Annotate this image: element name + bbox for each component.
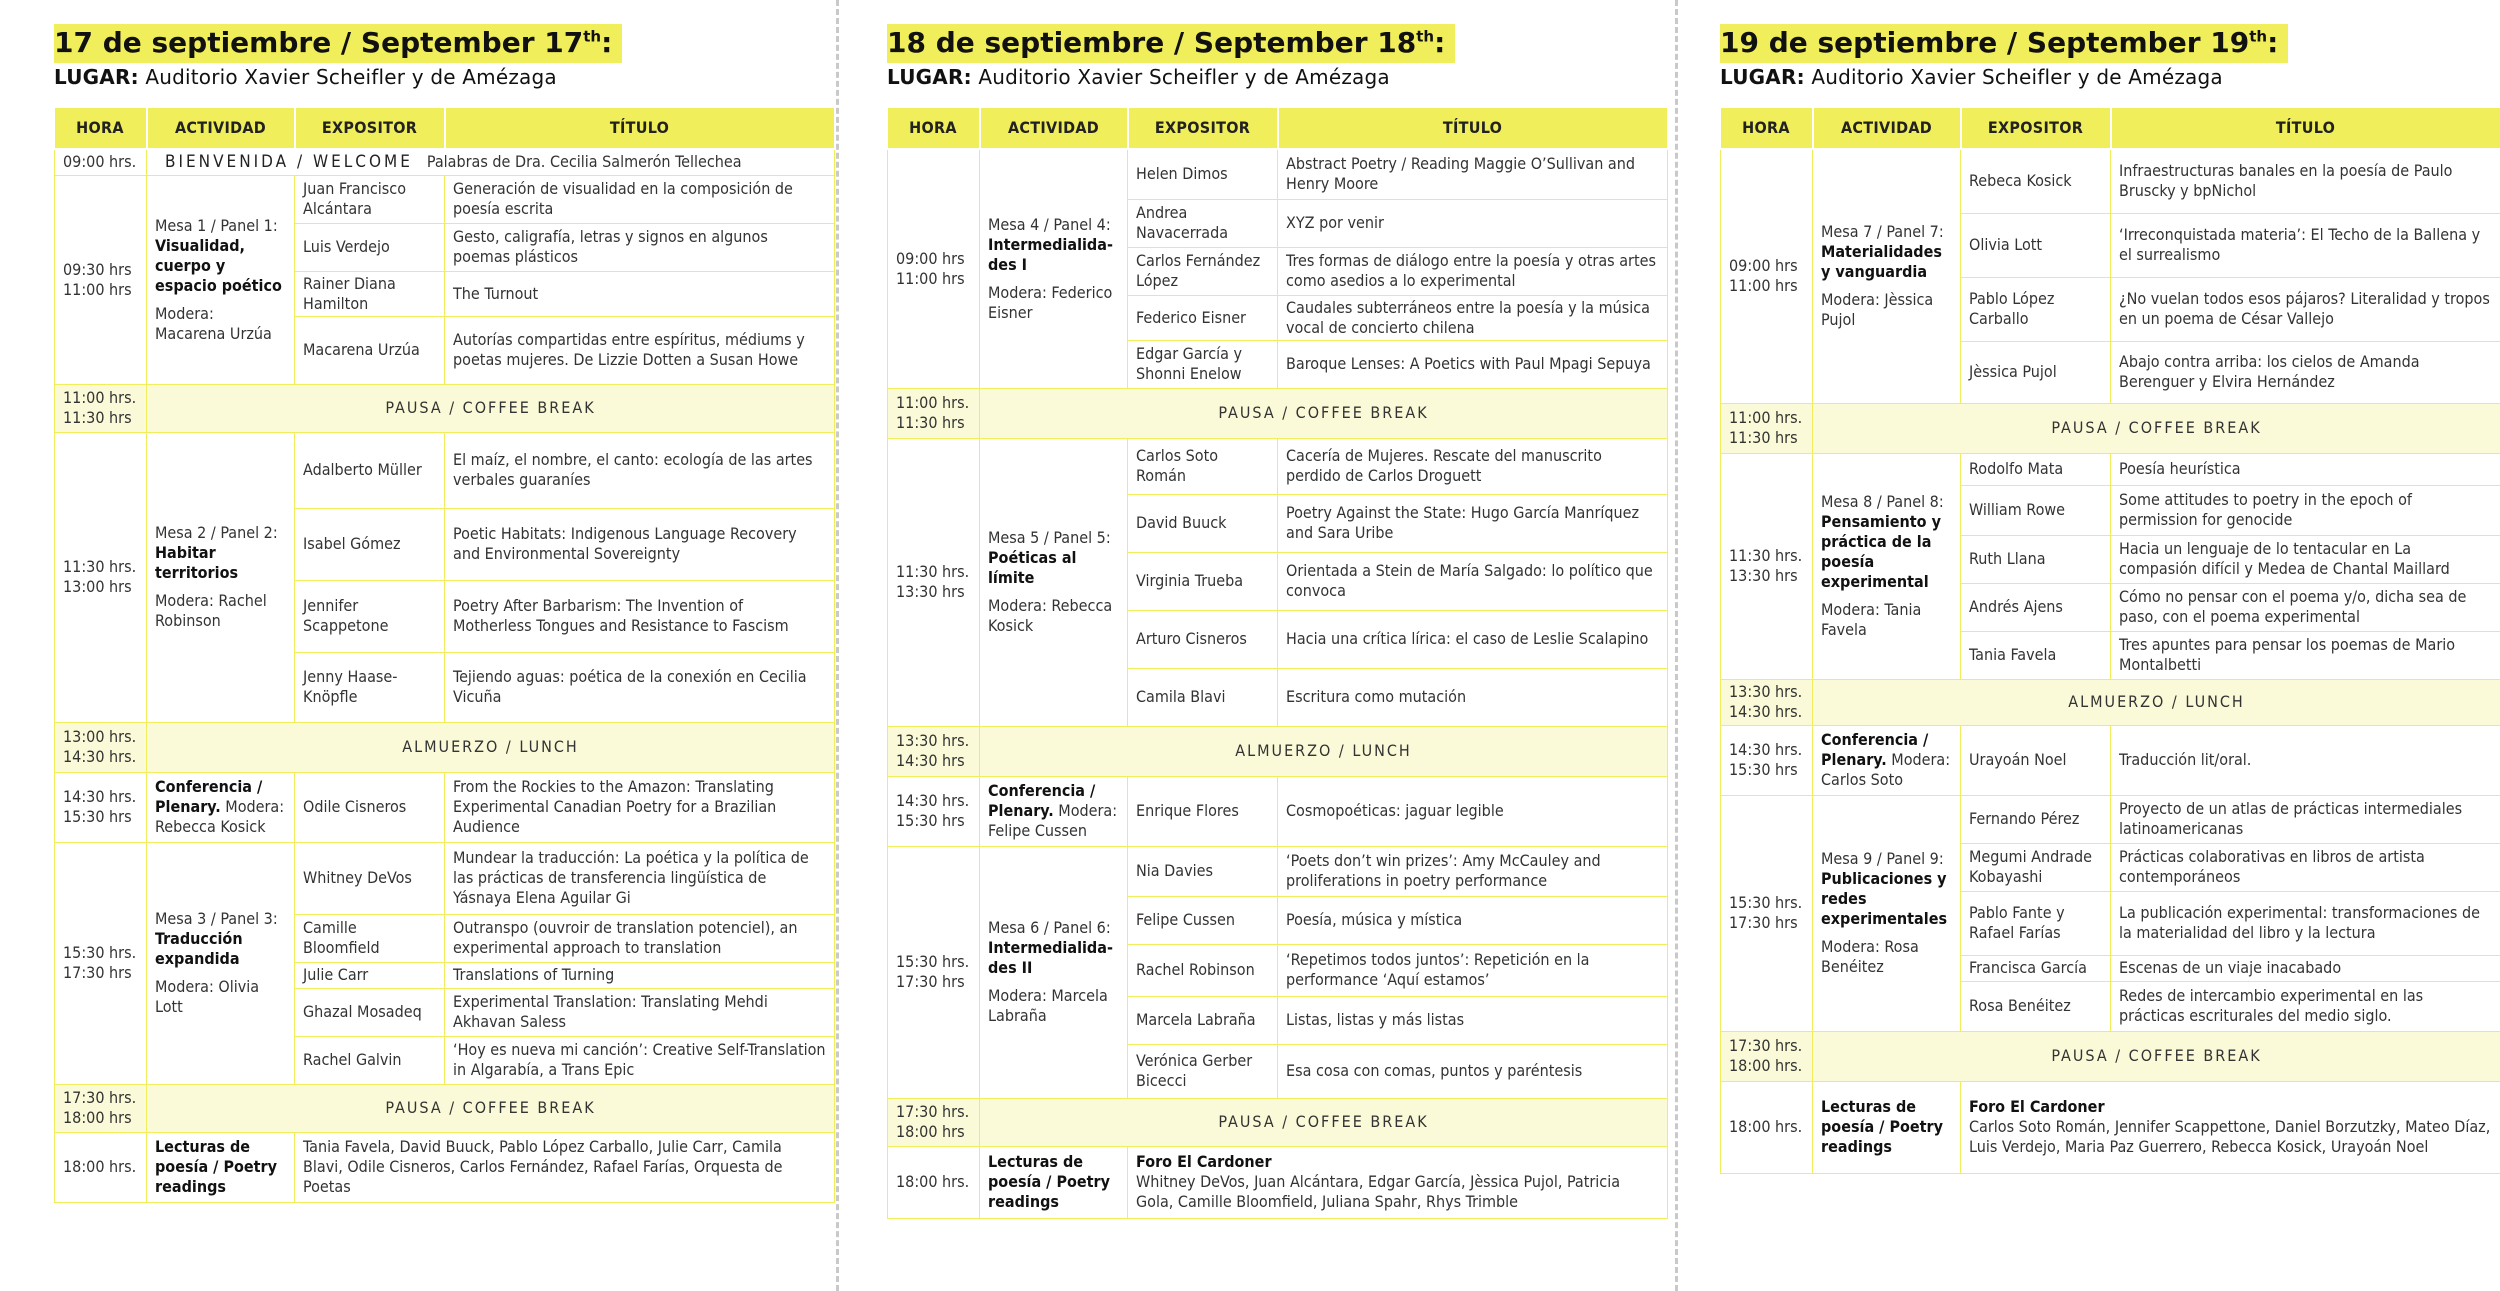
panel7-activity: Mesa 7 / Panel 7: Materialidades y vanguardia Modera: Jèssica Pujol — [1813, 149, 1961, 403]
coffee-break: PAUSA / COFFEE BREAK — [147, 1084, 835, 1132]
plenary-activity: Conferencia / Plenary. Modera: Carlos Soto — [1813, 725, 1961, 795]
speaker: Marcela Labraña — [1128, 996, 1278, 1044]
header-hora: HORA — [55, 108, 147, 149]
panel1-time: 09:30 hrs 11:00 hrs — [55, 175, 147, 384]
speaker: Virginia Trueba — [1128, 552, 1278, 610]
talk-title: Gesto, caligrafía, letras y signos en algunos poemas plásticos — [445, 223, 835, 271]
panel7-time: 09:00 hrs 11:00 hrs — [1721, 149, 1813, 403]
talk-title: ‘Hoy es nueva mi canción’: Creative Self-Translation in Algarabía, a Trans Epic — [445, 1036, 835, 1084]
speaker: Juan Francisco Alcántara — [295, 175, 445, 223]
lunch-time: 13:30 hrs. 14:30 hrs. — [1721, 679, 1813, 725]
speaker: William Rowe — [1961, 485, 2111, 535]
talk-title: Outranspo (ouvroir de translation potenciel), an experimental approach to translation — [445, 914, 835, 962]
header-titulo: TÍTULO — [445, 108, 835, 149]
talk-title: XYZ por venir — [1278, 199, 1668, 247]
day2-schedule-table — [887, 108, 1669, 1219]
readings-participants: Foro El Cardoner Whitney DeVos, Juan Alcántara, Edgar García, Jèssica Pujol, Patricia Gola, Camille Bloomfield, Juliana Spahr, Rhys Trimble — [1128, 1146, 1668, 1218]
day1-title: 17 de septiembre / September 17th: — [54, 24, 622, 63]
talk-title: Autorías compartidas entre espíritus, médiums y poetas mujeres. De Lizzie Dotten a Susan Howe — [445, 316, 835, 384]
header-expositor: EXPOSITOR — [1961, 108, 2111, 149]
speaker: Odile Cisneros — [295, 772, 445, 842]
panel4-activity: Mesa 4 / Panel 4: Intermedialida-des I Modera: Federico Eisner — [980, 149, 1128, 388]
speaker: Isabel Gómez — [295, 508, 445, 580]
talk-title: Infraestructuras banales en la poesía de Paulo Bruscky y bpNichol — [2111, 149, 2500, 213]
break2-time: 17:30 hrs. 18:00 hrs — [888, 1098, 980, 1146]
talk-title: Hacia un lenguaje de lo tentacular en La compasión difícil y Medea de Chantal Maillard — [2111, 535, 2500, 583]
readings-participants: Tania Favela, David Buuck, Pablo López Carballo, Julie Carr, Camila Blavi, Odile Cisneros, Carlos Fernández, Rafael Farías, Orquesta de Poetas — [295, 1132, 835, 1202]
coffee-break: PAUSA / COFFEE BREAK — [1813, 1031, 2500, 1081]
panel1-activity: Mesa 1 / Panel 1: Visualidad, cuerpo y espacio poético Modera: Macarena Urzúa — [147, 175, 295, 384]
lunch: ALMUERZO / LUNCH — [1813, 679, 2500, 725]
talk-title: Escenas de un viaje inacabado — [2111, 955, 2500, 981]
welcome-row: BIENVENIDA / WELCOME Palabras de Dra. Cecilia Salmerón Tellechea — [147, 149, 835, 175]
column-divider-2 — [1675, 0, 1678, 1291]
talk-title: Cosmopoéticas: jaguar legible — [1278, 776, 1668, 846]
readings-time: 18:00 hrs. — [888, 1146, 980, 1218]
readings-activity: Lecturas de poesía / Poetry readings — [1813, 1081, 1961, 1173]
speaker: Tania Favela — [1961, 631, 2111, 679]
talk-title: ¿No vuelan todos esos pájaros? Literalidad y tropos en un poema de César Vallejo — [2111, 277, 2500, 341]
talk-title: Cacería de Mujeres. Rescate del manuscrito perdido de Carlos Droguett — [1278, 438, 1668, 494]
speaker: Carlos Fernández López — [1128, 247, 1278, 295]
panel8-activity: Mesa 8 / Panel 8: Pensamiento y práctica de la poesía experimental Modera: Tania Favela — [1813, 453, 1961, 679]
day2-title: 18 de septiembre / September 18th: — [887, 24, 1455, 63]
break1-time: 11:00 hrs. 11:30 hrs — [1721, 403, 1813, 453]
talk-title: ‘Repetimos todos juntos’: Repetición en la performance ‘Aquí estamos’ — [1278, 944, 1668, 996]
speaker: David Buuck — [1128, 494, 1278, 552]
speaker: Verónica Gerber Bicecci — [1128, 1044, 1278, 1098]
talk-title: Esa cosa con comas, puntos y paréntesis — [1278, 1044, 1668, 1098]
speaker: Rebeca Kosick — [1961, 149, 2111, 213]
plenary-time: 14:30 hrs. 15:30 hrs — [888, 776, 980, 846]
talk-title: Tres formas de diálogo entre la poesía y otras artes como asedios a lo experimental — [1278, 247, 1668, 295]
speaker: Whitney DeVos — [295, 842, 445, 914]
panel6-time: 15:30 hrs. 17:30 hrs — [888, 846, 980, 1098]
header-titulo: TÍTULO — [2111, 108, 2500, 149]
speaker: Jenny Haase-Knöpfle — [295, 652, 445, 722]
header-actividad: ACTIVIDAD — [1813, 108, 1961, 149]
talk-title: Cómo no pensar con el poema y/o, dicha sea de paso, con el poema experimental — [2111, 583, 2500, 631]
speaker: Rachel Galvin — [295, 1036, 445, 1084]
panel9-time: 15:30 hrs. 17:30 hrs — [1721, 795, 1813, 1031]
panel3-activity: Mesa 3 / Panel 3: Traducción expandida Modera: Olivia Lott — [147, 842, 295, 1084]
lunch: ALMUERZO / LUNCH — [980, 726, 1668, 776]
speaker: Rosa Benéitez — [1961, 981, 2111, 1031]
speaker: Edgar García y Shonni Enelow — [1128, 340, 1278, 388]
lunch: ALMUERZO / LUNCH — [147, 722, 835, 772]
talk-title: Proyecto de un atlas de prácticas intermediales latinoamericanas — [2111, 795, 2500, 843]
speaker: Rodolfo Mata — [1961, 453, 2111, 485]
plenary-time: 14:30 hrs. 15:30 hrs — [1721, 725, 1813, 795]
column-divider-1 — [836, 0, 839, 1291]
day3-schedule-table — [1720, 108, 2500, 1174]
talk-title: Generación de visualidad en la composición de poesía escrita — [445, 175, 835, 223]
panel9-activity: Mesa 9 / Panel 9: Publicaciones y redes experimentales Modera: Rosa Benéitez — [1813, 795, 1961, 1031]
talk-title: Mundear la traducción: La poética y la política de las prácticas de transferencia lingüística de Yásnaya Elena Aguilar Gi — [445, 842, 835, 914]
talk-title: Traducción lit/oral. — [2111, 725, 2500, 795]
talk-title: ‘Poets don’t win prizes’: Amy McCauley and proliferations in poetry performance — [1278, 846, 1668, 896]
speaker: Julie Carr — [295, 962, 445, 988]
talk-title: Poesía heurística — [2111, 453, 2500, 485]
talk-title: Redes de intercambio experimental en las prácticas escriturales del medio siglo. — [2111, 981, 2500, 1031]
day1-location: LUGAR: Auditorio Xavier Scheifler y de Amézaga — [54, 65, 557, 89]
speaker: Helen Dimos — [1128, 149, 1278, 199]
header-expositor: EXPOSITOR — [295, 108, 445, 149]
speaker: Andrés Ajens — [1961, 583, 2111, 631]
speaker: Jèssica Pujol — [1961, 341, 2111, 403]
talk-title: Listas, listas y más listas — [1278, 996, 1668, 1044]
speaker: Enrique Flores — [1128, 776, 1278, 846]
speaker: Rainer Diana Hamilton — [295, 271, 445, 316]
header-expositor: EXPOSITOR — [1128, 108, 1278, 149]
panel5-activity: Mesa 5 / Panel 5: Poéticas al límite Modera: Rebecca Kosick — [980, 438, 1128, 726]
speaker: Arturo Cisneros — [1128, 610, 1278, 668]
talk-title: Experimental Translation: Translating Mehdi Akhavan Saless — [445, 988, 835, 1036]
panel8-time: 11:30 hrs. 13:30 hrs — [1721, 453, 1813, 679]
speaker: Megumi Andrade Kobayashi — [1961, 843, 2111, 891]
talk-title: Tejiendo aguas: poética de la conexión en Cecilia Vicuña — [445, 652, 835, 722]
day3-location: LUGAR: Auditorio Xavier Scheifler y de Amézaga — [1720, 65, 2223, 89]
header-hora: HORA — [1721, 108, 1813, 149]
day2-location: LUGAR: Auditorio Xavier Scheifler y de Amézaga — [887, 65, 1390, 89]
coffee-break: PAUSA / COFFEE BREAK — [1813, 403, 2500, 453]
talk-title: Orientada a Stein de María Salgado: lo político que convoca — [1278, 552, 1668, 610]
break2-time: 17:30 hrs. 18:00 hrs — [55, 1084, 147, 1132]
speaker: Camila Blavi — [1128, 668, 1278, 726]
panel6-activity: Mesa 6 / Panel 6: Intermedialida-des II Modera: Marcela Labraña — [980, 846, 1128, 1098]
speaker: Nia Davies — [1128, 846, 1278, 896]
talk-title: ‘Irreconquistada materia’: El Techo de la Ballena y el surrealismo — [2111, 213, 2500, 277]
talk-title: Some attitudes to poetry in the epoch of permission for genocide — [2111, 485, 2500, 535]
day1-schedule-table — [54, 108, 836, 1203]
break1-time: 11:00 hrs. 11:30 hrs — [55, 384, 147, 432]
talk-title: Poesía, música y mística — [1278, 896, 1668, 944]
day3-title: 19 de septiembre / September 19th: — [1720, 24, 2288, 63]
talk-title: Hacia una crítica lírica: el caso de Leslie Scalapino — [1278, 610, 1668, 668]
readings-activity: Lecturas de poesía / Poetry readings — [147, 1132, 295, 1202]
plenary-activity: Conferencia / Plenary. Modera: Felipe Cussen — [980, 776, 1128, 846]
speaker: Federico Eisner — [1128, 295, 1278, 340]
readings-time: 18:00 hrs. — [55, 1132, 147, 1202]
readings-time: 18:00 hrs. — [1721, 1081, 1813, 1173]
talk-title: Abajo contra arriba: los cielos de Amanda Berenguer y Elvira Hernández — [2111, 341, 2500, 403]
talk-title: Abstract Poetry / Reading Maggie O’Sullivan and Henry Moore — [1278, 149, 1668, 199]
talk-title: Tres apuntes para pensar los poemas de Mario Montalbetti — [2111, 631, 2500, 679]
panel2-time: 11:30 hrs. 13:00 hrs — [55, 432, 147, 722]
speaker: Macarena Urzúa — [295, 316, 445, 384]
header-titulo: TÍTULO — [1278, 108, 1668, 149]
header-hora: HORA — [888, 108, 980, 149]
talk-title: Poetry Against the State: Hugo García Manríquez and Sara Uribe — [1278, 494, 1668, 552]
talk-title: Translations of Turning — [445, 962, 835, 988]
panel5-time: 11:30 hrs. 13:30 hrs — [888, 438, 980, 726]
talk-title: Poetry After Barbarism: The Invention of Motherless Tongues and Resistance to Fascism — [445, 580, 835, 652]
welcome-time: 09:00 hrs. — [55, 149, 147, 175]
lunch-time: 13:30 hrs. 14:30 hrs — [888, 726, 980, 776]
speaker: Jennifer Scappetone — [295, 580, 445, 652]
panel4-time: 09:00 hrs 11:00 hrs — [888, 149, 980, 388]
speaker: Felipe Cussen — [1128, 896, 1278, 944]
panel2-activity: Mesa 2 / Panel 2: Habitar territorios Modera: Rachel Robinson — [147, 432, 295, 722]
speaker: Pablo López Carballo — [1961, 277, 2111, 341]
break2-time: 17:30 hrs. 18:00 hrs. — [1721, 1031, 1813, 1081]
talk-title: La publicación experimental: transformaciones de la materialidad del libro y la lectura — [2111, 891, 2500, 955]
speaker: Andrea Navacerrada — [1128, 199, 1278, 247]
speaker: Urayoán Noel — [1961, 725, 2111, 795]
header-actividad: ACTIVIDAD — [147, 108, 295, 149]
lunch-time: 13:00 hrs. 14:30 hrs. — [55, 722, 147, 772]
speaker: Luis Verdejo — [295, 223, 445, 271]
speaker: Ghazal Mosadeq — [295, 988, 445, 1036]
plenary-activity: Conferencia / Plenary. Modera: Rebecca Kosick — [147, 772, 295, 842]
break1-time: 11:00 hrs. 11:30 hrs — [888, 388, 980, 438]
talk-title: Prácticas colaborativas en libros de artista contemporáneos — [2111, 843, 2500, 891]
talk-title: Caudales subterráneos entre la poesía y la música vocal de concierto chilena — [1278, 295, 1668, 340]
talk-title: From the Rockies to the Amazon: Translating Experimental Canadian Poetry for a Brazilian Audience — [445, 772, 835, 842]
speaker: Camille Bloomfield — [295, 914, 445, 962]
speaker: Francisca García — [1961, 955, 2111, 981]
talk-title: The Turnout — [445, 271, 835, 316]
talk-title: Poetic Habitats: Indigenous Language Recovery and Environmental Sovereignty — [445, 508, 835, 580]
plenary-time: 14:30 hrs. 15:30 hrs — [55, 772, 147, 842]
header-actividad: ACTIVIDAD — [980, 108, 1128, 149]
readings-activity: Lecturas de poesía / Poetry readings — [980, 1146, 1128, 1218]
speaker: Ruth Llana — [1961, 535, 2111, 583]
speaker: Rachel Robinson — [1128, 944, 1278, 996]
panel3-time: 15:30 hrs. 17:30 hrs — [55, 842, 147, 1084]
talk-title: El maíz, el nombre, el canto: ecología de las artes verbales guaraníes — [445, 432, 835, 508]
speaker: Adalberto Müller — [295, 432, 445, 508]
coffee-break: PAUSA / COFFEE BREAK — [980, 388, 1668, 438]
speaker: Fernando Pérez — [1961, 795, 2111, 843]
speaker: Pablo Fante y Rafael Farías — [1961, 891, 2111, 955]
readings-participants: Foro El Cardoner Carlos Soto Román, Jennifer Scappettone, Daniel Borzutzky, Mateo Díaz, Luis Verdejo, Maria Paz Guerrero, Rebecca Kosick, Urayoán Noel — [1961, 1081, 2500, 1173]
speaker: Carlos Soto Román — [1128, 438, 1278, 494]
speaker: Olivia Lott — [1961, 213, 2111, 277]
talk-title: Baroque Lenses: A Poetics with Paul Mpagi Sepuya — [1278, 340, 1668, 388]
talk-title: Escritura como mutación — [1278, 668, 1668, 726]
coffee-break: PAUSA / COFFEE BREAK — [147, 384, 835, 432]
coffee-break: PAUSA / COFFEE BREAK — [980, 1098, 1668, 1146]
